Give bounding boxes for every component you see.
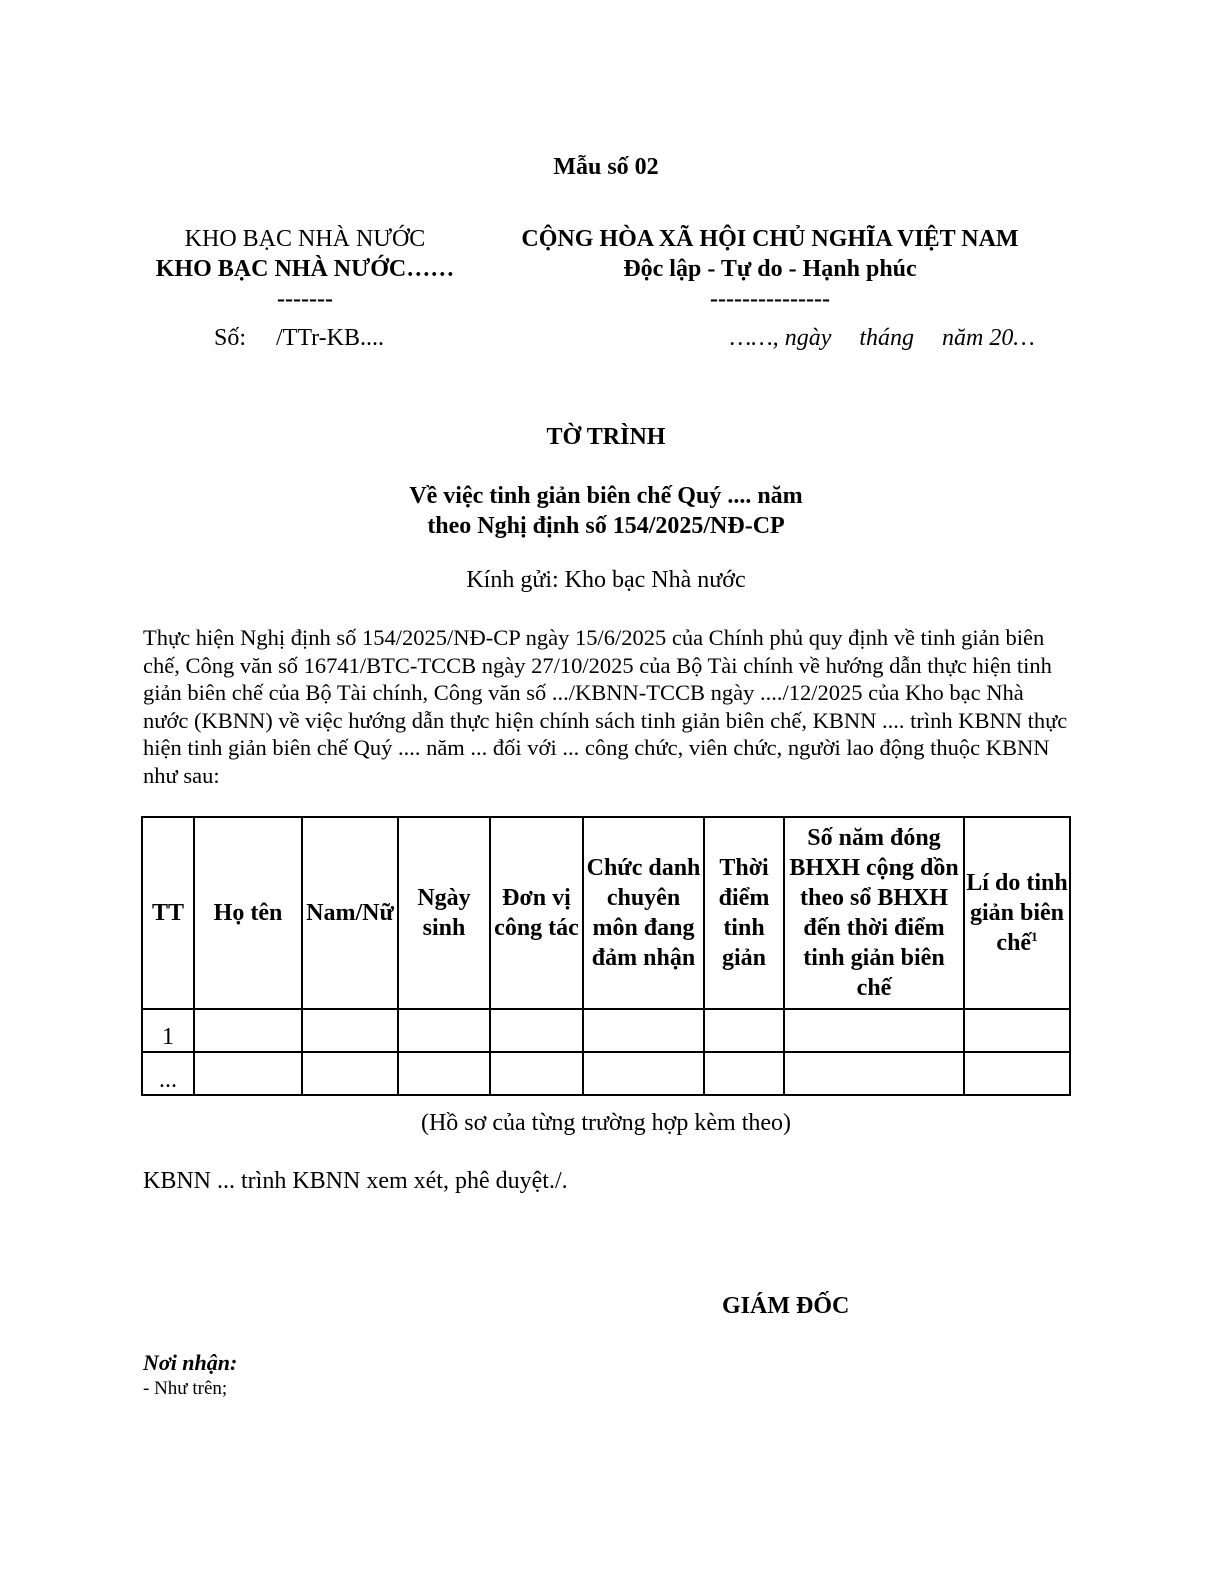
signature-title: GIÁM ĐỐC [722, 1293, 850, 1319]
document-title: TỜ TRÌNH [546, 424, 666, 450]
cell-full-name[interactable] [194, 1052, 302, 1095]
motto: Độc lập - Tự do - Hạnh phúc [623, 256, 917, 282]
cell-tt: 1 [142, 1009, 194, 1052]
issuing-agency-block [130, 224, 480, 314]
header-work-unit: Đơn vị công tác [490, 817, 583, 1009]
closing-line: KBNN ... trình KBNN xem xét, phê duyệt./. [143, 1168, 568, 1194]
place-date-line [730, 325, 1035, 352]
header-full-name: Họ tên [194, 817, 302, 1009]
header-tt: TT [142, 817, 194, 1009]
body-paragraph: Thực hiện Nghị định số 154/2025/NĐ-CP ngày 15/6/2025 của Chính phủ quy định về tinh giản biên chế, Công văn số 16741/BTC-TCCB ngày 27/10/2025 của Bộ Tài chính về hướng dẫn thực hiện tinh giản biên chế của Bộ Tài chính, Công văn số .../KBNN-TCCB ngày ..../12/2025 của Kho bạc Nhà nước (KBNN) về việc hướng dẫn thực hiện chính sách tinh giản biên chế, KBNN .... trình KBNN thực hiện tinh giản biên chế Quý .... năm ... đối với ... công chức, viên chức, người lao động thuộc KBNN như sau: [143, 625, 1068, 788]
doc-number-label: Số: [214, 325, 247, 351]
recipients-label: Nơi nhận: [143, 1350, 238, 1375]
staff-reduction-table [141, 816, 1071, 1096]
doc-number-value: /TTr-KB.... [276, 325, 385, 351]
subtitle-line-1: Về việc tinh giản biên chế Quý .... năm [409, 483, 803, 509]
header-position: Chức danh chuyên môn đang đảm nhận [583, 817, 704, 1009]
agency-name: KHO BẠC NHÀ NƯỚC…… [155, 256, 455, 282]
header-reason-text: Lí do tinh giản biên chế [966, 870, 1068, 956]
national-motto-block [490, 224, 1050, 314]
subtitle-line-2: theo Nghị định số 154/2025/NĐ-CP [427, 513, 785, 539]
date-place: ……, [730, 325, 779, 351]
cell-tt: ... [142, 1052, 194, 1095]
recipient-line: Kính gửi: Kho bạc Nhà nước [466, 567, 746, 593]
country-name: CỘNG HÒA XÃ HỘI CHỦ NGHĨA VIỆT NAM [521, 226, 1019, 252]
cell-birth-date[interactable] [398, 1009, 490, 1052]
cell-reduction-time[interactable] [704, 1052, 784, 1095]
header-reduction-time: Thời điểm tinh giản [704, 817, 784, 1009]
cell-insurance-years[interactable] [784, 1052, 964, 1095]
footnote-marker: 1 [1031, 929, 1038, 944]
form-number: Mẫu số 02 [553, 154, 659, 180]
date-year: năm 20… [942, 325, 1035, 351]
agency-parent: KHO BẠC NHÀ NƯỚC [184, 226, 426, 252]
document-number [214, 325, 384, 352]
cell-reason[interactable] [964, 1009, 1070, 1052]
recipients-item: - Như trên; [143, 1378, 228, 1399]
table-row [142, 1009, 1070, 1052]
cell-work-unit[interactable] [490, 1052, 583, 1095]
agency-divider: ------- [277, 286, 333, 312]
header-insurance-years: Số năm đóng BHXH cộng dồn theo sổ BHXH đến thời điểm tinh giản biên chế [784, 817, 964, 1009]
header-reason [964, 817, 1070, 1009]
attachment-note: (Hồ sơ của từng trường hợp kèm theo) [420, 1110, 792, 1136]
cell-reason[interactable] [964, 1052, 1070, 1095]
cell-position[interactable] [583, 1009, 704, 1052]
date-month: tháng [859, 325, 915, 351]
cell-birth-date[interactable] [398, 1052, 490, 1095]
cell-gender[interactable] [302, 1052, 398, 1095]
cell-insurance-years[interactable] [784, 1009, 964, 1052]
cell-work-unit[interactable] [490, 1009, 583, 1052]
header-gender: Nam/Nữ [302, 817, 398, 1009]
cell-full-name[interactable] [194, 1009, 302, 1052]
table-row [142, 1052, 1070, 1095]
cell-gender[interactable] [302, 1009, 398, 1052]
table-header-row [142, 817, 1070, 1009]
header-birth-date: Ngày sinh [398, 817, 490, 1009]
motto-divider: --------------- [710, 286, 830, 312]
date-day: ngày [784, 325, 832, 351]
cell-reduction-time[interactable] [704, 1009, 784, 1052]
document-subtitle [0, 481, 1212, 541]
cell-position[interactable] [583, 1052, 704, 1095]
